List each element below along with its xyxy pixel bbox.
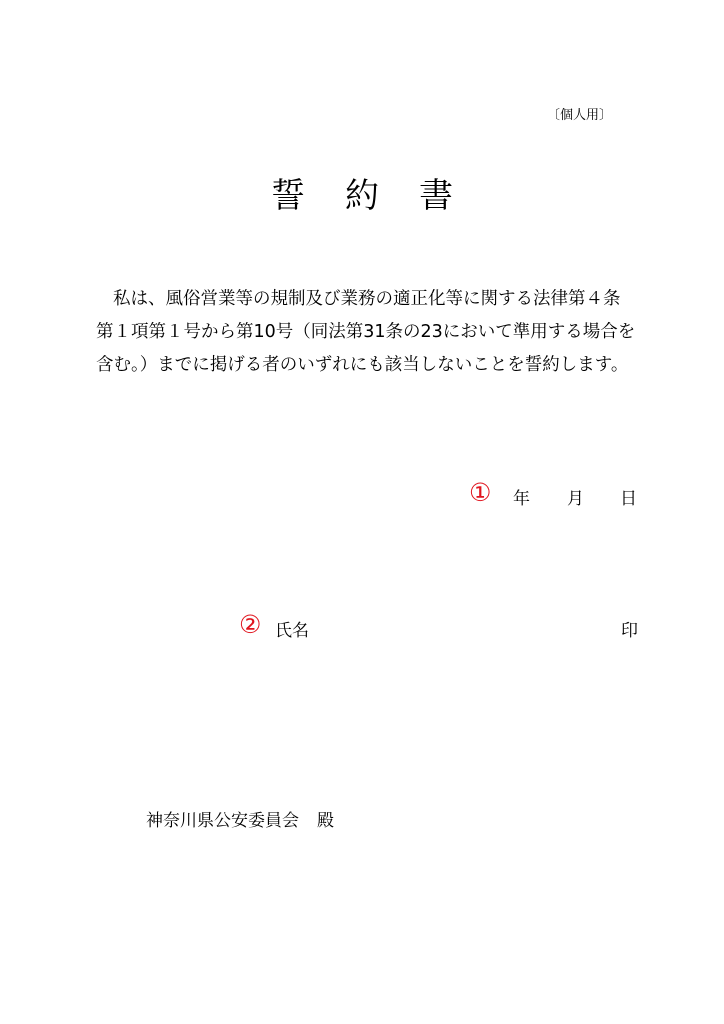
name-field-marker: ②: [239, 610, 262, 639]
title-char: 約: [345, 176, 379, 216]
statement-line: 含む。）までに掲げる者のいずれにも該当しないことを誓約します。: [96, 355, 629, 375]
addressee-honorific: 殿: [317, 811, 334, 831]
date-field-marker: ①: [469, 478, 492, 507]
name-label: 氏名: [275, 621, 309, 641]
statement-line: 私は、風俗営業等の規制及び業務の適正化等に関する法律第４条: [113, 289, 621, 309]
document-category-label: 〔個人用〕: [546, 108, 612, 123]
statement-line: 第１項第１号から第10号（同法第31条の23において準用する場合を: [96, 322, 636, 342]
title-char: 誓: [271, 176, 305, 216]
seal-label: 印: [621, 621, 638, 641]
pledge-statement: [96, 283, 656, 382]
addressee-name: 神奈川県公安委員会: [146, 811, 299, 831]
title-char: 書: [419, 176, 453, 216]
document-title: [0, 168, 724, 217]
date-day-label: 日: [620, 489, 637, 509]
date-month-label: 月: [567, 489, 584, 509]
addressee: [146, 806, 334, 831]
date-year-label: 年: [513, 489, 530, 509]
